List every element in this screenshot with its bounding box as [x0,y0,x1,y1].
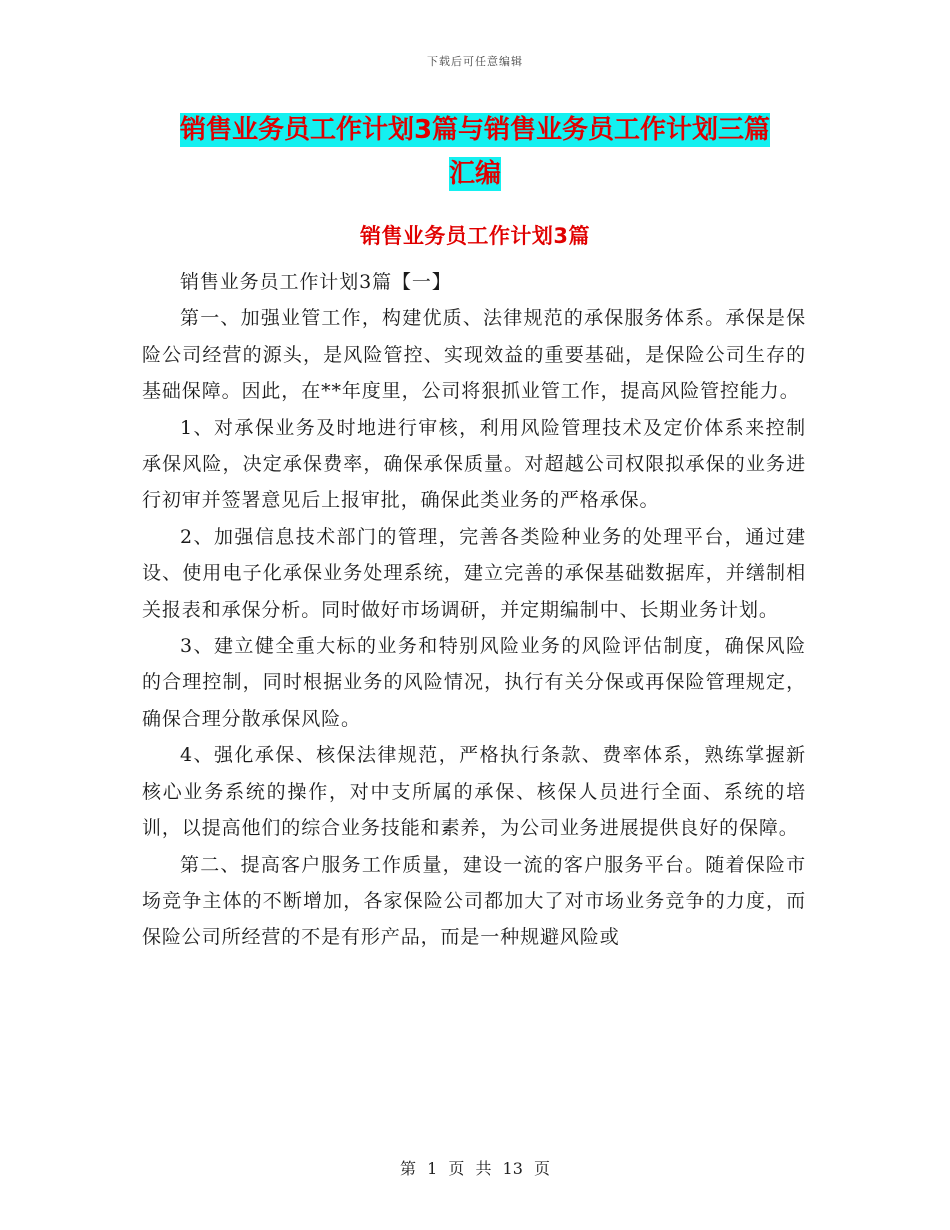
document-body [142,264,806,956]
page-footer: 第 1 页 共 13 页 [400,1159,550,1178]
paragraph: 4、强化承保、核保法律规范，严格执行条款、费率体系，熟练掌握新核心业务系统的操作，对中支所属的承保、核保人员进行全面、系统的培训，以提高他们的综合业务技能和素养，为公司业务进展提供良好的保障。 [142,744,806,840]
paragraph-subheading: 销售业务员工作计划3篇【一】 [180,271,452,293]
paragraph: 1、对承保业务及时地进行审核，利用风险管理技术及定价体系来控制承保风险，决定承保费率，确保承保质量。对超越公司权限拟承保的业务进行初审并签署意见后上报审批，确保此类业务的严格承保。 [142,416,806,512]
paragraph: 第一、加强业管工作，构建优质、法律规范的承保服务体系。承保是保险公司经营的源头，是风险管控、实现效益的重要基础，是保险公司生存的基础保障。因此，在**年度里，公司将狠抓业管工作，提高风险管控能力。 [142,307,806,403]
paragraph: 2、加强信息技术部门的管理，完善各类险种业务的处理平台，通过建设、使用电子化承保业务处理系统，建立完善的承保基础数据库，并缮制相关报表和承保分析。同时做好市场调研，并定期编制中、长期业务计划。 [142,525,806,621]
document-title-line-1: 销售业务员工作计划3篇与销售业务员工作计划三篇 [179,115,771,145]
header-note: 下载后可任意编辑 [427,55,523,68]
paragraph: 第二、提高客户服务工作质量，建设一流的客户服务平台。随着保险市场竞争主体的不断增加，各家保险公司都加大了对市场业务竞争的力度，而保险公司所经营的不是有形产品，而是一种规避风险或 [142,853,806,949]
section-title: 销售业务员工作计划3篇 [359,224,591,248]
document-title-line-2: 汇编 [448,159,501,189]
document-title [140,108,810,196]
paragraph: 3、建立健全重大标的业务和特别风险业务的风险评估制度，确保风险的合理控制，同时根据业务的风险情况，执行有关分保或再保险管理规定，确保合理分散承保风险。 [142,635,806,730]
